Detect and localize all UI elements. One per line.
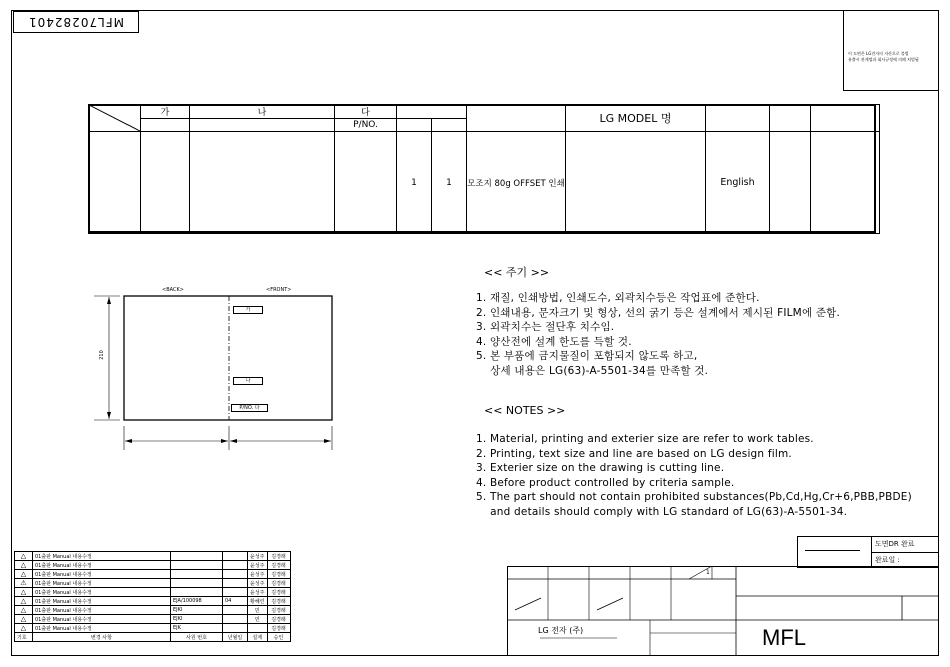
height-dimension: 210 (98, 350, 105, 360)
revision-desc: 01출판 Manual 내용수정 (33, 597, 171, 606)
revision-sym: △ (15, 561, 33, 570)
confidential-note-line2: 유출시 관계법과 회사규정에 의해 처벌됨 (848, 57, 919, 62)
revision-row (15, 615, 291, 624)
revision-by: 황혜린 (248, 597, 268, 606)
revision-chk: 김경래 (267, 624, 290, 633)
back-label: <BACK> (162, 287, 184, 293)
revision-sym: ⚠ (15, 579, 33, 588)
revision-eco (171, 570, 223, 579)
revision-row (15, 579, 291, 588)
revision-chk: 김경래 (267, 579, 290, 588)
revision-chk: 김경래 (267, 606, 290, 615)
revision-row (15, 552, 291, 561)
model-header: LG MODEL 명 (566, 105, 706, 132)
qty-1: 1 (397, 132, 432, 234)
revision-date (223, 579, 248, 588)
revision-by: 윤성주 (248, 561, 268, 570)
notes-en-list (476, 432, 912, 519)
revision-eco (171, 588, 223, 597)
revision-sym: △ (15, 597, 33, 606)
notes-kr-list (476, 291, 840, 378)
note-kr-4: 4. 양산전에 설계 한도를 득할 것. (476, 335, 632, 348)
revision-desc: 01출판 Manual 내용수정 (33, 615, 171, 624)
subheader-pno: P/NO. (335, 119, 397, 132)
revision-eco (171, 561, 223, 570)
revision-by: 윤성주 (248, 588, 268, 597)
document-number: MFL70282401 (13, 11, 139, 33)
booklet-drawing (90, 285, 350, 455)
revision-date: 04 (223, 597, 248, 606)
revision-desc: 01출판 Manual 내용수정 (33, 561, 171, 570)
revision-row (15, 597, 291, 606)
revision-date (223, 615, 248, 624)
revision-desc: 01출판 Manual 내용수정 (33, 579, 171, 588)
revision-sym: △ (15, 570, 33, 579)
title-block (507, 566, 940, 657)
revision-by: 윤성주 (248, 579, 268, 588)
note-kr-3: 3. 외곽치수는 절단후 치수임. (476, 321, 615, 333)
revision-date (223, 624, 248, 633)
confidential-note (843, 11, 939, 91)
revision-chk: 김경래 (267, 552, 290, 561)
language-cell: English (706, 132, 770, 234)
material-cell: 모조지 80g OFFSET 인쇄 (467, 132, 566, 234)
revision-date (223, 606, 248, 615)
revision-chk: 김경래 (267, 615, 290, 624)
revision-eco (171, 579, 223, 588)
tag-ga: 가 (233, 306, 263, 314)
revision-chk: 김경래 (267, 561, 290, 570)
revision-desc: 01출판 Manual 내용수정 (33, 588, 171, 597)
revision-date (223, 588, 248, 597)
revision-desc: 01출판 Manual 내용수정 (33, 606, 171, 615)
revision-sym: △ (15, 552, 33, 561)
revision-eco: EJK (171, 624, 223, 633)
confidential-note-line1: 이 도면은 LG전자의 자산으로 불법 (848, 51, 909, 56)
approval-title: 도면DR 완료 (875, 540, 915, 548)
revision-desc: 01출판 Manual 내용수정 (33, 570, 171, 579)
revision-eco: EJKI (171, 615, 223, 624)
scale-value: 1 (706, 569, 710, 576)
revision-table (14, 551, 291, 642)
header-na: 나 (190, 105, 335, 119)
approval-date: 완료일 : (875, 556, 900, 564)
revision-by: 윤성주 (248, 570, 268, 579)
revision-desc: 01출판 Manual 내용수정 (33, 552, 171, 561)
note-en-3: 3. Exterier size on the drawing is cutting line. (476, 462, 725, 474)
revision-by: 민 (248, 606, 268, 615)
revision-row (15, 624, 291, 633)
diagonal-line (89, 105, 140, 131)
tag-pno: P/NO. 다 (231, 404, 268, 412)
revision-chk: 김경래 (267, 570, 290, 579)
revision-sym: △ (15, 615, 33, 624)
revision-sym: △ (15, 588, 33, 597)
front-label: <FRONT> (266, 287, 292, 293)
notes-kr-heading: << 주기 >> (484, 266, 550, 279)
qty-2: 1 (432, 132, 467, 234)
revision-row (15, 606, 291, 615)
note-kr-5b: 상세 내용은 LG(63)-A-5501-34를 만족할 것. (476, 364, 709, 377)
note-kr-2: 2. 인쇄내용, 문자크기 및 형상, 선의 굵기 등은 설계에서 제시된 FILM에 준함. (476, 306, 841, 319)
header-da: 다 (335, 105, 397, 119)
revision-by (248, 624, 268, 633)
note-en-5: 5. The part should not contain prohibited substances(Pb,Cd,Hg,Cr+6,PBB,PBDE) (476, 491, 912, 503)
revision-eco: EJA/100098 (171, 597, 223, 606)
revision-date (223, 570, 248, 579)
revision-row (15, 570, 291, 579)
note-kr-1: 1. 재질, 인쇄방법, 인쇄도수, 외곽치수등은 작업표에 준한다. (476, 292, 760, 304)
revision-row (15, 588, 291, 597)
notes-en-heading: << NOTES >> (484, 404, 566, 417)
revision-chk: 김경래 (267, 597, 290, 606)
revision-date (223, 561, 248, 570)
drawing-code: MFL (762, 625, 806, 650)
revision-footer: 기호 변경 사항 사원 번호 년월일 설계 승인 (15, 633, 291, 642)
note-en-1: 1. Material, printing and exterier size are refer to work tables. (476, 433, 814, 445)
note-en-4: 4. Before product controlled by criteria sample. (476, 476, 735, 489)
revision-eco (171, 552, 223, 561)
revision-chk: 김경래 (267, 588, 290, 597)
revision-by: 윤성주 (248, 552, 268, 561)
revision-desc: 01출판 Manual 내용수정 (33, 624, 171, 633)
note-en-5b: and details should comply with LG standard of LG(63)-A-5501-34. (476, 505, 848, 518)
revision-sym: △ (15, 606, 33, 615)
tag-na: 나 (233, 377, 263, 385)
revision-sym: △ (15, 624, 33, 633)
company-name: LG 전자 (주) (538, 626, 584, 635)
revision-by: 민 (248, 615, 268, 624)
corner-cell (89, 105, 141, 132)
revision-row (15, 561, 291, 570)
note-en-2: 2. Printing, text size and line are based on LG design film. (476, 447, 792, 460)
header-ga: 가 (141, 105, 190, 119)
revision-date (223, 552, 248, 561)
revision-eco: EJKI (171, 606, 223, 615)
note-kr-5: 5. 본 부품에 금지물질이 포함되지 않도록 하고, (476, 350, 698, 362)
spec-table (88, 104, 880, 234)
